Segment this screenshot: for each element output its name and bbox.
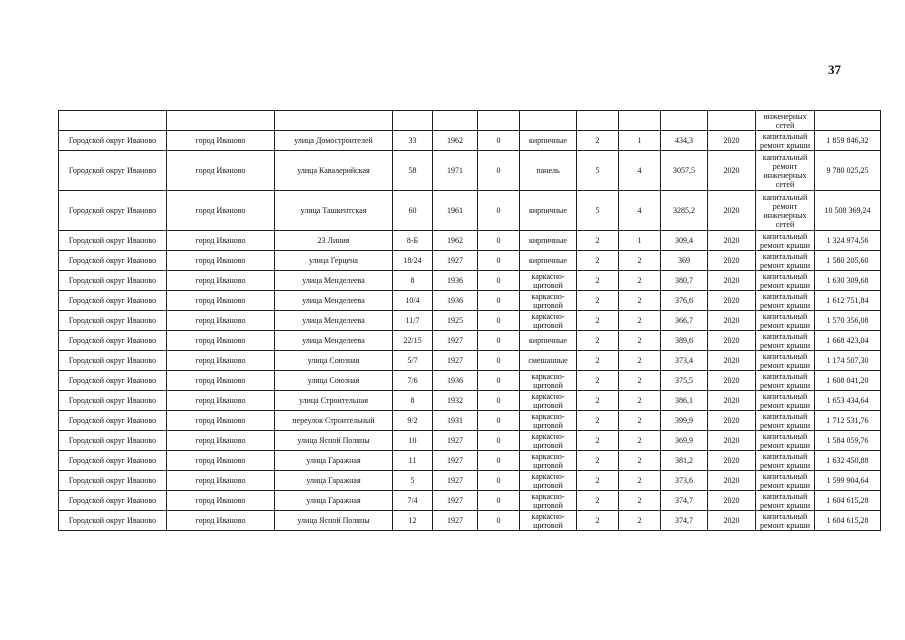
cell-build-year: 1971 <box>433 151 478 191</box>
cell-plan-year: 2020 <box>708 351 756 371</box>
cell-area: 3285,2 <box>661 191 708 231</box>
cell-cost: 9 780 025,25 <box>815 151 881 191</box>
cell-floors: 2 <box>577 311 619 331</box>
cell-build-year: 1936 <box>433 371 478 391</box>
cell-build-year: 1927 <box>433 491 478 511</box>
cell-wall-material: каркасно-щитовой <box>520 451 577 471</box>
cell-work-type: капитальный ремонт крыши <box>756 391 815 411</box>
cell-area: 399,9 <box>661 411 708 431</box>
cell-area: 373,4 <box>661 351 708 371</box>
cell-wall-material: каркасно-щитовой <box>520 291 577 311</box>
cell-plan-year: 2020 <box>708 431 756 451</box>
cell-plan-year: 2020 <box>708 471 756 491</box>
cell-street: улица Менделеева <box>275 311 393 331</box>
cell-floors: 2 <box>577 411 619 431</box>
cell-flag: 0 <box>478 351 520 371</box>
cell-floors: 2 <box>577 291 619 311</box>
cell-settlement: город Иваново <box>167 491 275 511</box>
cell-settlement: город Иваново <box>167 231 275 251</box>
table-row <box>59 291 881 311</box>
cell-municipality: Городской округ Иваново <box>59 191 167 231</box>
cell-entrances: 2 <box>619 471 661 491</box>
cell-flag: 0 <box>478 151 520 191</box>
cell-street: 23 Линия <box>275 231 393 251</box>
cell-work-type: капитальный ремонт инженерных сетей <box>756 151 815 191</box>
cell-wall-material: каркасно-щитовой <box>520 431 577 451</box>
cell-build-year: 1927 <box>433 251 478 271</box>
page-number: 37 <box>828 62 841 77</box>
cell-flag: 0 <box>478 331 520 351</box>
table-row <box>59 491 881 511</box>
cell-work-type: капитальный ремонт крыши <box>756 351 815 371</box>
cell-street: улица Союзная <box>275 371 393 391</box>
cell-floors: 2 <box>577 131 619 151</box>
cell-plan-year: 2020 <box>708 311 756 331</box>
cell-plan-year: 2020 <box>708 291 756 311</box>
cell-street: улица Ясной Поляны <box>275 511 393 531</box>
cell-work-type: капитальный ремонт крыши <box>756 231 815 251</box>
cell-settlement: город Иваново <box>167 291 275 311</box>
cell-cost: 1 604 615,28 <box>815 491 881 511</box>
table-row <box>59 391 881 411</box>
table-row <box>59 231 881 251</box>
cell-plan-year: 2020 <box>708 491 756 511</box>
cell-cost: 1 612 751,84 <box>815 291 881 311</box>
cell-settlement: город Иваново <box>167 471 275 491</box>
cell-street: улица Ташкентская <box>275 191 393 231</box>
cell-wall-material: каркасно-щитовой <box>520 491 577 511</box>
cell-flag: 0 <box>478 131 520 151</box>
cell-build-year: 1927 <box>433 331 478 351</box>
cell-entrances: 2 <box>619 271 661 291</box>
cell-entrances: 2 <box>619 331 661 351</box>
cell-house-number: 7/4 <box>393 491 433 511</box>
cell-work-type: капитальный ремонт крыши <box>756 451 815 471</box>
cell-municipality: Городской округ Иваново <box>59 391 167 411</box>
cell-settlement: город Иваново <box>167 311 275 331</box>
cell-settlement: город Иваново <box>167 391 275 411</box>
cell-house-number: 11/7 <box>393 311 433 331</box>
cell-cost: 1 174 507,30 <box>815 351 881 371</box>
cell-house-number: 33 <box>393 131 433 151</box>
cell-flag: 0 <box>478 511 520 531</box>
cell-entrances: 2 <box>619 351 661 371</box>
cell-municipality: Городской округ Иваново <box>59 271 167 291</box>
cell-house-number: 18/24 <box>393 251 433 271</box>
cell-area: 376,6 <box>661 291 708 311</box>
cell-area: 3057,5 <box>661 151 708 191</box>
cell-flag: 0 <box>478 431 520 451</box>
cell-floors: 2 <box>577 271 619 291</box>
cell-flag: 0 <box>478 311 520 331</box>
cell-area: 369,9 <box>661 431 708 451</box>
cell-entrances: 2 <box>619 391 661 411</box>
cell-house-number: 58 <box>393 151 433 191</box>
cell-street: улица Союзная <box>275 351 393 371</box>
cell-floors: 2 <box>577 471 619 491</box>
cell-build-year: 1936 <box>433 271 478 291</box>
cell-settlement: город Иваново <box>167 271 275 291</box>
cell-floors: 5 <box>577 191 619 231</box>
cell-municipality: Городской округ Иваново <box>59 231 167 251</box>
cell-plan-year: 2020 <box>708 251 756 271</box>
cell-entrances: 2 <box>619 451 661 471</box>
cell-house-number: 60 <box>393 191 433 231</box>
cell-wall-material: кирпичные <box>520 331 577 351</box>
table-row <box>59 371 881 391</box>
cell-entrances: 2 <box>619 411 661 431</box>
cell-area: 381,2 <box>661 451 708 471</box>
table-row <box>59 251 881 271</box>
cell-flag: 0 <box>478 451 520 471</box>
cell-build-year: 1936 <box>433 291 478 311</box>
cell-plan-year: 2020 <box>708 371 756 391</box>
cell-floors: 2 <box>577 451 619 471</box>
cell-settlement: город Иваново <box>167 151 275 191</box>
table-row <box>59 351 881 371</box>
table-row <box>59 151 881 191</box>
cell-work-type: капитальный ремонт крыши <box>756 331 815 351</box>
cell-area: 374,7 <box>661 511 708 531</box>
cell-flag: 0 <box>478 491 520 511</box>
cell-work-type: капитальный ремонт крыши <box>756 291 815 311</box>
cell-wall-material: каркасно-щитовой <box>520 311 577 331</box>
cell-street: улица Гаражная <box>275 491 393 511</box>
cell-entrances: 2 <box>619 511 661 531</box>
cell-flag: 0 <box>478 411 520 431</box>
cell-entrances: 2 <box>619 311 661 331</box>
cell-work-type: инженерных сетей <box>756 111 815 131</box>
cell-municipality: Городской округ Иваново <box>59 291 167 311</box>
table-row <box>59 431 881 451</box>
cell-cost: 1 580 205,60 <box>815 251 881 271</box>
cell-street: улица Ясной Поляны <box>275 431 393 451</box>
cell-floors: 2 <box>577 251 619 271</box>
cell-area: 386,1 <box>661 391 708 411</box>
cell-wall-material: кирпичные <box>520 231 577 251</box>
cell-cost: 1 712 531,76 <box>815 411 881 431</box>
cell-build-year: 1962 <box>433 131 478 151</box>
table-row <box>59 471 881 491</box>
cell-plan-year: 2020 <box>708 451 756 471</box>
cell-cost: 1 599 904,64 <box>815 471 881 491</box>
cell-floors: 2 <box>577 431 619 451</box>
cell-settlement: город Иваново <box>167 411 275 431</box>
cell-municipality: Городской округ Иваново <box>59 151 167 191</box>
cell-settlement: город Иваново <box>167 131 275 151</box>
cell-entrances: 2 <box>619 291 661 311</box>
cell-flag: 0 <box>478 231 520 251</box>
cell-municipality: Городской округ Иваново <box>59 471 167 491</box>
cell-cost: 1 630 309,68 <box>815 271 881 291</box>
cell-municipality: Городской округ Иваново <box>59 411 167 431</box>
cell-street: переулок Строительный <box>275 411 393 431</box>
cell-work-type: капитальный ремонт крыши <box>756 431 815 451</box>
cell-wall-material: каркасно-щитовой <box>520 511 577 531</box>
cell-cost: 1 608 041,20 <box>815 371 881 391</box>
cell-build-year: 1925 <box>433 311 478 331</box>
cell-build-year: 1927 <box>433 471 478 491</box>
cell-build-year: 1927 <box>433 451 478 471</box>
cell-municipality: Городской округ Иваново <box>59 131 167 151</box>
cell-cost: 1 570 356,08 <box>815 311 881 331</box>
cell-plan-year: 2020 <box>708 511 756 531</box>
cell-settlement: город Иваново <box>167 431 275 451</box>
cell-cost: 1 584 059,76 <box>815 431 881 451</box>
table-row <box>59 191 881 231</box>
cell-cost: 1 653 434,64 <box>815 391 881 411</box>
cell-entrances: 4 <box>619 151 661 191</box>
cell-build-year: 1961 <box>433 191 478 231</box>
cell-municipality: Городской округ Иваново <box>59 431 167 451</box>
cell-municipality: Городской округ Иваново <box>59 491 167 511</box>
cell-street: улица Менделеева <box>275 291 393 311</box>
cell-street: улица Гаражная <box>275 451 393 471</box>
cell-settlement: город Иваново <box>167 331 275 351</box>
cell-cost: 1 632 450,88 <box>815 451 881 471</box>
cell-flag: 0 <box>478 291 520 311</box>
cell-house-number: 22/15 <box>393 331 433 351</box>
cell-plan-year: 2020 <box>708 391 756 411</box>
cell-area: 434,3 <box>661 131 708 151</box>
cell-area: 374,7 <box>661 491 708 511</box>
cell-plan-year: 2020 <box>708 151 756 191</box>
cell-cost: 1 324 974,56 <box>815 231 881 251</box>
cell-area: 373,6 <box>661 471 708 491</box>
cell-settlement: город Иваново <box>167 511 275 531</box>
cell-area: 366,7 <box>661 311 708 331</box>
cell-flag: 0 <box>478 471 520 491</box>
cell-flag: 0 <box>478 371 520 391</box>
cell-wall-material: смешанные <box>520 351 577 371</box>
cell-area: 380,7 <box>661 271 708 291</box>
table-row-continued <box>59 111 881 131</box>
cell-settlement: город Иваново <box>167 371 275 391</box>
cell-settlement: город Иваново <box>167 251 275 271</box>
cell-floors: 2 <box>577 491 619 511</box>
cell-entrances: 2 <box>619 251 661 271</box>
cell-build-year: 1962 <box>433 231 478 251</box>
cell-wall-material: кирпичные <box>520 191 577 231</box>
cell-house-number: 5/7 <box>393 351 433 371</box>
cell-floors: 2 <box>577 351 619 371</box>
cell-entrances: 1 <box>619 231 661 251</box>
cell-plan-year: 2020 <box>708 331 756 351</box>
cell-work-type: капитальный ремонт крыши <box>756 131 815 151</box>
cell-street: улица Гаражная <box>275 471 393 491</box>
cell-flag: 0 <box>478 271 520 291</box>
cell-work-type: капитальный ремонт крыши <box>756 511 815 531</box>
cell-municipality: Городской округ Иваново <box>59 351 167 371</box>
cell-area: 389,6 <box>661 331 708 351</box>
cell-flag: 0 <box>478 251 520 271</box>
cell-wall-material: каркасно-щитовой <box>520 371 577 391</box>
cell-municipality: Городской округ Иваново <box>59 311 167 331</box>
table-row <box>59 511 881 531</box>
table-row <box>59 271 881 291</box>
cell-settlement: город Иваново <box>167 451 275 471</box>
cell-municipality: Городской округ Иваново <box>59 251 167 271</box>
cell-house-number: 5 <box>393 471 433 491</box>
cell-street: улица Герцена <box>275 251 393 271</box>
cell-build-year: 1931 <box>433 411 478 431</box>
cell-wall-material: каркасно-щитовой <box>520 271 577 291</box>
cell-work-type: капитальный ремонт инженерных сетей <box>756 191 815 231</box>
cell-house-number: 10/4 <box>393 291 433 311</box>
cell-house-number: 8 <box>393 391 433 411</box>
cell-floors: 2 <box>577 331 619 351</box>
cell-wall-material: каркасно-щитовой <box>520 391 577 411</box>
cell-floors: 5 <box>577 151 619 191</box>
cell-work-type: капитальный ремонт крыши <box>756 311 815 331</box>
cell-area: 375,5 <box>661 371 708 391</box>
table-row <box>59 451 881 471</box>
cell-work-type: капитальный ремонт крыши <box>756 411 815 431</box>
table-row <box>59 331 881 351</box>
cell-house-number: 9/2 <box>393 411 433 431</box>
cell-build-year: 1927 <box>433 431 478 451</box>
cell-street: улица Домостроителей <box>275 131 393 151</box>
cell-work-type: капитальный ремонт крыши <box>756 271 815 291</box>
cell-municipality: Городской округ Иваново <box>59 511 167 531</box>
cell-floors: 2 <box>577 231 619 251</box>
cell-municipality: Городской округ Иваново <box>59 451 167 471</box>
cell-street: улица Менделеева <box>275 331 393 351</box>
cell-plan-year: 2020 <box>708 231 756 251</box>
cell-cost: 10 508 369,24 <box>815 191 881 231</box>
cell-flag: 0 <box>478 391 520 411</box>
cell-work-type: капитальный ремонт крыши <box>756 491 815 511</box>
cell-cost: 1 668 423,04 <box>815 331 881 351</box>
cell-work-type: капитальный ремонт крыши <box>756 371 815 391</box>
cell-build-year: 1927 <box>433 351 478 371</box>
cell-build-year: 1932 <box>433 391 478 411</box>
cell-floors: 2 <box>577 511 619 531</box>
cell-wall-material: кирпичные <box>520 131 577 151</box>
cell-area: 309,4 <box>661 231 708 251</box>
cell-street: улица Менделеева <box>275 271 393 291</box>
cell-entrances: 4 <box>619 191 661 231</box>
table-row <box>59 131 881 151</box>
cell-house-number: 7/6 <box>393 371 433 391</box>
cell-municipality: Городской округ Иваново <box>59 371 167 391</box>
cell-plan-year: 2020 <box>708 131 756 151</box>
cell-build-year: 1927 <box>433 511 478 531</box>
cell-house-number: 12 <box>393 511 433 531</box>
cell-entrances: 2 <box>619 371 661 391</box>
cell-flag: 0 <box>478 191 520 231</box>
cell-house-number: 10 <box>393 431 433 451</box>
table-row <box>59 411 881 431</box>
cell-cost: 1 859 846,32 <box>815 131 881 151</box>
cell-wall-material: каркасно-щитовой <box>520 411 577 431</box>
cell-house-number: 8 <box>393 271 433 291</box>
cell-entrances: 2 <box>619 491 661 511</box>
cell-house-number: 11 <box>393 451 433 471</box>
cell-street: улица Кавалерийская <box>275 151 393 191</box>
cell-floors: 2 <box>577 371 619 391</box>
cell-municipality: Городской округ Иваново <box>59 331 167 351</box>
cell-wall-material: панель <box>520 151 577 191</box>
cell-area: 369 <box>661 251 708 271</box>
cell-entrances: 2 <box>619 431 661 451</box>
cell-plan-year: 2020 <box>708 271 756 291</box>
table-row <box>59 311 881 331</box>
housing-repair-table <box>58 110 881 531</box>
cell-settlement: город Иваново <box>167 351 275 371</box>
cell-street: улица Строительная <box>275 391 393 411</box>
cell-floors: 2 <box>577 391 619 411</box>
cell-work-type: капитальный ремонт крыши <box>756 251 815 271</box>
cell-plan-year: 2020 <box>708 411 756 431</box>
cell-entrances: 1 <box>619 131 661 151</box>
cell-house-number: 8-Б <box>393 231 433 251</box>
cell-work-type: капитальный ремонт крыши <box>756 471 815 491</box>
cell-settlement: город Иваново <box>167 191 275 231</box>
cell-plan-year: 2020 <box>708 191 756 231</box>
cell-cost: 1 604 615,28 <box>815 511 881 531</box>
cell-wall-material: кирпичные <box>520 251 577 271</box>
cell-wall-material: каркасно-щитовой <box>520 471 577 491</box>
